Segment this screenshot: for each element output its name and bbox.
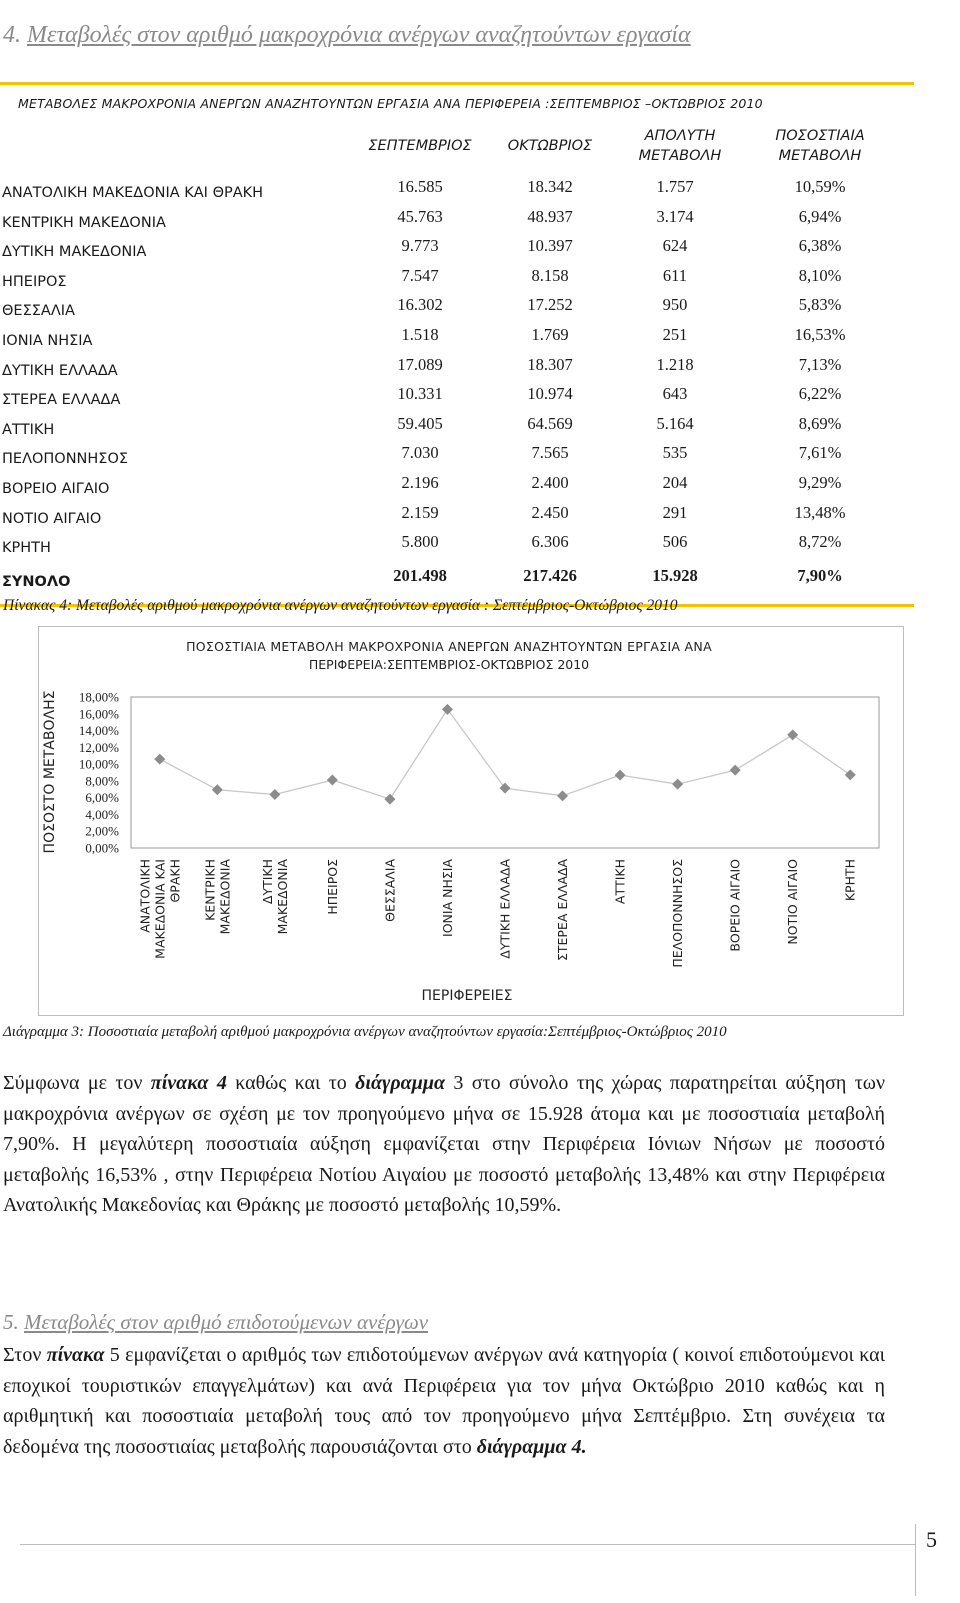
region-name: ΘΕΣΣΑΛΙΑ	[2, 303, 75, 320]
region-name: ΠΕΛΟΠΟΝΝΗΣΟΣ	[2, 451, 129, 468]
table-row	[0, 473, 880, 503]
paragraph-1-text-c: 3 στο σύνολο της χώρας παρατηρείται αύξηση των μακροχρόνια ανέργων σε σχέση με τον προηγούμενο μήνα σε 15.928 άτομα και με ποσοστιαία μεταβολή 7,90%. Η μεγαλύτερη ποσοστιαία αύξηση εμφανίζεται στην Περιφέρεια Ιόνιων Νήσων με ποσοστό μεταβολής 16,53% , στην Περιφέρεια Νοτίου Αιγαίου με ποσοστό μεταβολής 13,48% και στην Περιφέρεια Ανατολικής Μακεδονίας και Θράκης με ποσοστό μεταβολής 10,59%.	[3, 1072, 885, 1216]
x-tick-label	[260, 859, 290, 935]
x-tick-label	[202, 859, 232, 935]
cell-pct: 13,48%	[794, 502, 846, 522]
chart-title-line2: ΠΕΡΙΦΕΡΕΙΑ:ΣΕΠΤΕΜΒΡΙΟΣ-ΟΚΤΩΒΡΙΟΣ 2010	[308, 657, 590, 672]
x-tick-label-line: ΗΠΕΙΡΟΣ	[324, 859, 340, 915]
data-point-marker	[730, 765, 741, 776]
cell-sep: 10.331	[397, 384, 443, 404]
y-tick-label: 4,00%	[85, 806, 119, 822]
table-row	[0, 355, 880, 385]
total-label: ΣΥΝΟΛΟ	[2, 574, 71, 590]
cell-pct: 8,72%	[798, 532, 842, 552]
x-tick-label-line: ΙΟΝΙΑ ΝΗΣΙΑ	[439, 859, 455, 937]
table-row	[0, 177, 880, 207]
cell-oct: 6.306	[531, 532, 569, 552]
cell-pct: 7,61%	[798, 443, 842, 463]
data-point-marker	[154, 754, 165, 765]
table-row	[0, 414, 880, 444]
y-tick-label: 2,00%	[85, 823, 119, 839]
col-header-october	[490, 136, 610, 156]
section-5-number: 5.	[3, 1310, 19, 1334]
cell-pct: 16,53%	[794, 325, 846, 344]
cell-sep: 2.159	[401, 502, 439, 522]
cell-oct: 18.307	[527, 354, 573, 374]
table-row	[0, 266, 880, 296]
x-tick-label	[440, 859, 455, 937]
x-tick-label-line: ΔΥΤΙΚΗ	[259, 859, 275, 905]
table-total-row	[0, 566, 880, 596]
table-row	[0, 325, 880, 355]
col-header-october-label: ΟΚΤΩΒΡΙΟΣ	[507, 138, 593, 154]
cell-sep: 2.196	[401, 473, 439, 492]
cell-abs: 950	[662, 295, 688, 315]
cell-pct: 8,10%	[798, 265, 842, 285]
table-row	[0, 503, 880, 533]
data-point-marker	[845, 769, 856, 780]
table-title: ΜΕΤΑΒΟΛΕΣ ΜΑΚΡΟΧΡΟΝΙΑ ΑΝΕΡΓΩΝ ΑΝΑΖΗΤΟΥΝΤΩΝ ΕΡΓΑΣΙΑ ΑΝΑ ΠΕΡΙΦΕΡΕΙΑ :ΣΕΠΤΕΜΒΡΙΟΣ –ΟΚΤΩΒΡΙΟΣ 2010	[18, 96, 763, 111]
x-tick-label-line: ΔΥΤΙΚΗ ΕΛΛΑΔΑ	[497, 859, 513, 959]
cell-oct: 2.450	[531, 502, 569, 522]
col-header-september-label: ΣΕΠΤΕΜΒΡΙΟΣ	[368, 138, 472, 154]
paragraph-1-text-b: καθώς και το	[226, 1072, 356, 1094]
cell-abs: 643	[662, 384, 688, 404]
data-point-marker	[557, 790, 568, 801]
chart-caption: Διάγραμμα 3: Ποσοστιαία μεταβολή αριθμού μακροχρόνια ανέργων αναζητούντων εργασία:Σεπτέμβριος-Οκτώβριος 2010	[3, 1024, 727, 1040]
cell-abs: 506	[662, 532, 688, 552]
x-tick-label	[670, 859, 685, 968]
cell-sep: 16.585	[397, 177, 443, 196]
cell-pct: 7,13%	[798, 354, 842, 374]
chart-title-line1: ΠΟΣΟΣΤΙΑΙΑ ΜΕΤΑΒΟΛΗ ΜΑΚΡΟΧΡΟΝΙΑ ΑΝΕΡΓΩΝ ΑΝΑΖΗΤΟΥΝΤΩΝ ΕΡΓΑΣΙΑ ΑΝΑ	[186, 639, 712, 654]
cell-pct: 9,29%	[798, 473, 842, 492]
cell-sep: 5.800	[401, 532, 439, 552]
section-5-title: Μεταβολές στον αριθμό επιδοτούμενων ανέργων	[24, 1310, 429, 1334]
paragraph-2-bold-a: πίνακα	[46, 1344, 105, 1366]
paragraph-2-bold-b: διάγραμμα 4.	[476, 1435, 587, 1458]
cell-pct: 6,94%	[798, 206, 842, 226]
x-tick-label	[325, 859, 340, 915]
region-name: ΔΥΤΙΚΗ ΕΛΛΑΔΑ	[2, 362, 118, 379]
col-header-percent-line1: ΠΟΣΟΣΤΙΑΙΑ	[775, 128, 865, 144]
paragraph-1	[3, 1068, 885, 1221]
paragraph-1-text-a: Σύμφωνα με τον	[3, 1072, 151, 1094]
x-tick-label-line: ΜΑΚΕΔΟΝΙΑ	[217, 859, 233, 935]
x-tick-label	[382, 859, 397, 922]
paragraph-1-bold-b: διάγραμμα	[355, 1072, 446, 1094]
cell-oct: 7.565	[531, 443, 569, 463]
x-tick-label-line: ΝΟΤΙΟ ΑΙΓΑΙΟ	[785, 859, 801, 945]
table-row	[0, 443, 880, 473]
table-row	[0, 295, 880, 325]
footer-vertical-rule	[915, 1524, 916, 1596]
col-header-absolute-line2: ΜΕΤΑΒΟΛΗ	[638, 148, 722, 164]
region-name: ΣΤΕΡΕΑ ΕΛΛΑΔΑ	[2, 392, 121, 409]
x-axis-title: ΠΕΡΙΦΕΡΕΙΕΣ	[421, 988, 513, 1004]
cell-oct: 64.569	[527, 413, 573, 433]
cell-sep: 9.773	[401, 236, 439, 256]
table-row	[0, 532, 880, 562]
table-row	[0, 384, 880, 414]
region-name: ΙΟΝΙΑ ΝΗΣΙΑ	[2, 333, 93, 349]
cell-abs: 291	[662, 502, 688, 522]
line-chart	[39, 627, 903, 1015]
x-tick-label-line: ΣΤΕΡΕΑ ΕΛΛΑΔΑ	[555, 859, 571, 962]
cell-abs: 251	[662, 325, 688, 344]
paragraph-2-text-a: Στον	[3, 1344, 47, 1366]
paragraph-2	[3, 1340, 885, 1462]
col-header-absolute-line1: ΑΠΟΛΥΤΗ	[644, 128, 716, 144]
col-header-percent-change	[755, 126, 885, 166]
page-number: 5	[926, 1527, 937, 1552]
cell-oct: 48.937	[527, 206, 573, 226]
data-point-marker	[442, 704, 453, 715]
cell-pct: 6,22%	[798, 384, 842, 404]
region-name: ΗΠΕΙΡΟΣ	[2, 273, 67, 290]
region-name: ΚΡΗΤΗ	[2, 540, 51, 557]
total-percent-change: 7,90%	[797, 566, 843, 585]
x-tick-label	[785, 859, 800, 945]
x-tick-label-line: ΑΤΤΙΚΗ	[612, 859, 628, 905]
cell-pct: 5,83%	[798, 295, 842, 315]
cell-oct: 18.342	[527, 177, 573, 196]
cell-abs: 3.174	[656, 206, 694, 226]
cell-sep: 16.302	[397, 295, 443, 315]
data-point-marker	[787, 729, 798, 740]
region-name: ΔΥΤΙΚΗ ΜΑΚΕΔΟΝΙΑ	[2, 244, 147, 261]
cell-pct: 8,69%	[798, 413, 842, 433]
x-tick-label	[843, 859, 858, 901]
total-absolute-change: 15.928	[652, 566, 698, 585]
section-4-number: 4.	[3, 22, 21, 48]
region-name: ΚΕΝΤΡΙΚΗ ΜΑΚΕΔΟΝΙΑ	[2, 214, 166, 231]
x-tick-label-line: ΑΝΑΤΟΛΙΚΗ	[137, 859, 153, 933]
data-point-marker	[212, 784, 223, 795]
cell-pct: 10,59%	[794, 177, 846, 196]
table-top-rule	[0, 82, 914, 85]
region-name: ΑΝΑΤΟΛΙΚΗ ΜΑΚΕΔΟΝΙΑ ΚΑΙ ΘΡΑΚΗ	[2, 185, 264, 201]
y-tick-label: 14,00%	[78, 723, 119, 739]
cell-abs: 624	[662, 236, 688, 256]
cell-pct: 6,38%	[798, 236, 842, 256]
paragraph-1-bold-a: πίνακα 4	[150, 1072, 227, 1094]
cell-abs: 1.218	[656, 354, 694, 374]
cell-abs: 535	[662, 443, 688, 463]
total-september: 201.498	[393, 566, 447, 585]
cell-abs: 1.757	[656, 177, 694, 196]
x-tick-label-line: ΘΡΑΚΗ	[167, 859, 183, 903]
cell-abs: 204	[662, 473, 688, 492]
cell-oct: 2.400	[531, 473, 569, 492]
y-tick-label: 8,00%	[85, 773, 119, 789]
y-tick-label: 18,00%	[78, 689, 119, 705]
total-october: 217.426	[523, 566, 577, 585]
section-5-heading	[3, 1310, 428, 1335]
col-header-percent-line2: ΜΕΤΑΒΟΛΗ	[778, 148, 862, 164]
data-point-marker	[269, 789, 280, 800]
x-tick-label-line: ΒΟΡΕΙΟ ΑΙΓΑΙΟ	[727, 859, 743, 952]
cell-sep: 7.547	[401, 265, 439, 285]
table-row	[0, 207, 880, 237]
cell-abs: 5.164	[656, 413, 694, 433]
region-name: ΝΟΤΙΟ ΑΙΓΑΙΟ	[2, 510, 102, 527]
x-tick-label	[728, 859, 743, 952]
y-tick-label: 0,00%	[85, 840, 119, 856]
cell-oct: 1.769	[531, 325, 569, 344]
data-point-marker	[672, 779, 683, 790]
x-tick-label-line: ΚΡΗΤΗ	[842, 859, 858, 902]
cell-oct: 10.974	[527, 384, 573, 404]
cell-abs: 611	[662, 265, 688, 285]
x-tick-label-line: ΘΕΣΣΑΛΙΑ	[382, 859, 398, 922]
paragraph-2-text-b: 5 εμφανίζεται ο αριθμός των επιδοτούμενων ανέργων ανά κατηγορία ( κοινοί επιδοτούμενοι και εποχικοί τουριστικών επαγγελμάτων) και ανά Περιφέρεια για τον μήνα Οκτώβριο 2010 καθώς και η αριθμητική και ποσοστιαία μεταβολή τους από τον προηγούμενο μήνα Σεπτέμβριο. Στη συνέχεια τα δεδομένα της ποσοστιαίας μεταβολής παρουσιάζονται στο	[3, 1344, 885, 1458]
x-tick-label-line: ΜΑΚΕΔΟΝΙΑ ΚΑΙ	[152, 859, 168, 959]
data-point-marker	[384, 794, 395, 805]
footer-rule	[20, 1544, 915, 1545]
cell-sep: 59.405	[397, 413, 443, 433]
x-tick-label-line: ΜΑΚΕΔΟΝΙΑ	[274, 859, 290, 935]
x-tick-label	[555, 859, 570, 961]
col-header-absolute-change	[615, 126, 745, 166]
section-4-heading	[3, 22, 691, 49]
plot-area-border	[131, 697, 879, 848]
col-header-september	[355, 136, 485, 156]
table-row	[0, 236, 880, 266]
data-point-marker	[500, 783, 511, 794]
x-tick-label	[498, 859, 513, 959]
x-tick-label	[137, 859, 182, 959]
region-name: ΒΟΡΕΙΟ ΑΙΓΑΙΟ	[2, 481, 110, 497]
cell-sep: 45.763	[397, 206, 443, 226]
y-axis-title: ΠΟΣΟΣΤΟ ΜΕΤΑΒΟΛΗΣ	[42, 690, 58, 854]
cell-oct: 10.397	[527, 236, 573, 256]
y-tick-label: 6,00%	[85, 790, 119, 806]
table-caption: Πίνακας 4: Μεταβολές αριθμού μακροχρόνια ανέργων αναζητούντων εργασία : Σεπτέμβριος-Οκτώβριος 2010	[3, 597, 678, 614]
chart-frame	[38, 626, 904, 1016]
data-point-marker	[615, 770, 626, 781]
section-4-title: Μεταβολές στον αριθμό μακροχρόνια ανέργων αναζητούντων εργασία	[27, 22, 691, 48]
cell-oct: 8.158	[531, 265, 569, 285]
y-tick-label: 16,00%	[78, 706, 119, 722]
cell-sep: 7.030	[401, 443, 439, 463]
cell-oct: 17.252	[527, 295, 573, 315]
y-tick-label: 12,00%	[78, 739, 119, 755]
cell-sep: 1.518	[401, 325, 439, 344]
region-name: ΑΤΤΙΚΗ	[2, 421, 55, 438]
x-tick-label-line: ΠΕΛΟΠΟΝΝΗΣΟΣ	[670, 859, 686, 968]
y-tick-label: 10,00%	[78, 756, 119, 772]
x-tick-label-line: ΚΕΝΤΡΙΚΗ	[202, 859, 218, 921]
x-tick-label	[613, 859, 628, 904]
data-point-marker	[327, 775, 338, 786]
cell-sep: 17.089	[397, 354, 443, 374]
